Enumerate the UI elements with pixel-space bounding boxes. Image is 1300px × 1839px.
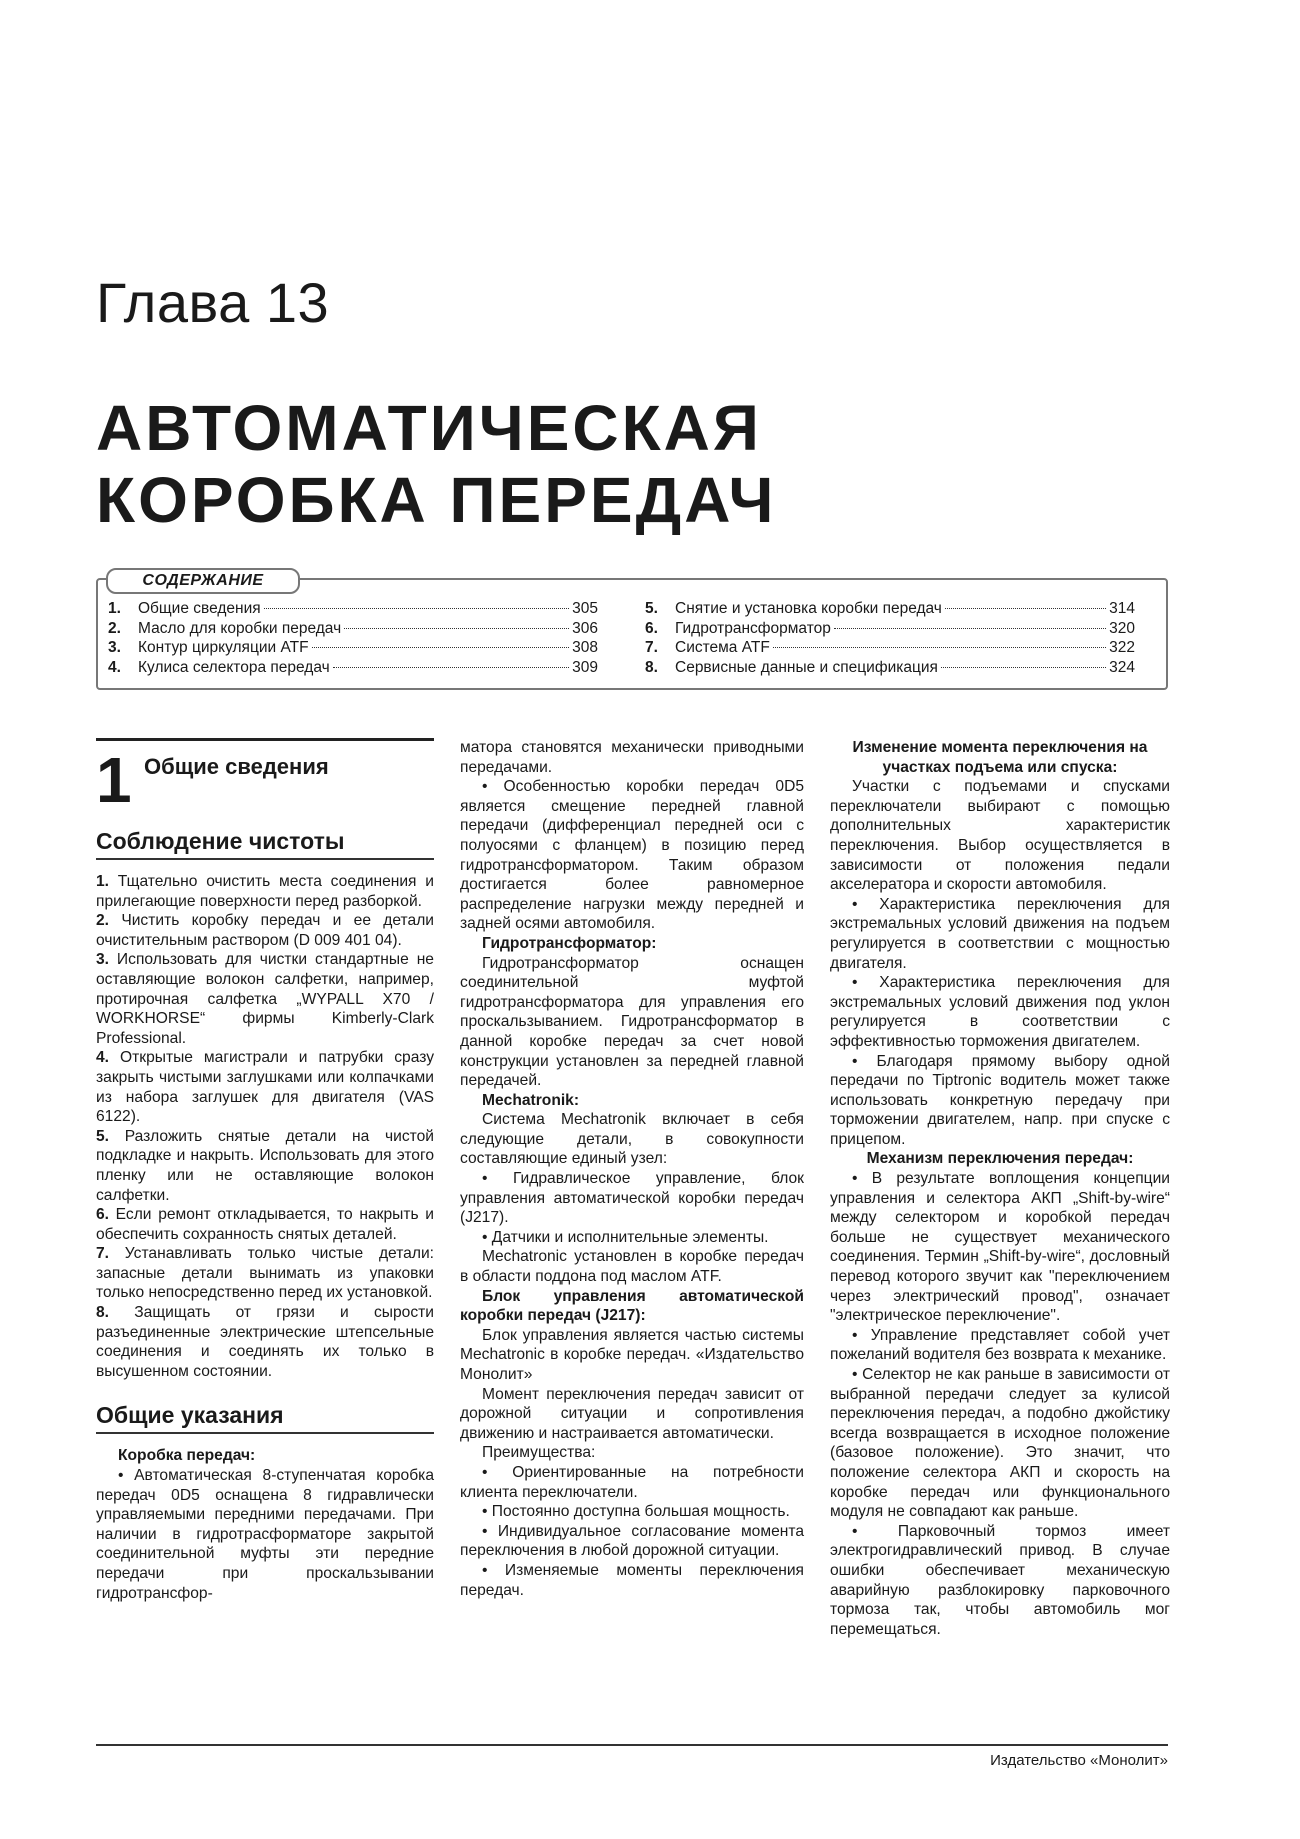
- toc-item-text: Гидротрансформатор: [675, 619, 831, 637]
- paragraph-heading: Коробка передач:: [118, 1447, 256, 1465]
- toc-leader: [773, 647, 1106, 648]
- toc-item[interactable]: [108, 600, 598, 620]
- footer-rule: [96, 1744, 1168, 1746]
- paragraph: матора становятся механически приводными передачами.: [460, 739, 804, 776]
- column-2: [460, 738, 804, 1600]
- list-item: 1. Тщательно очистить места соединения и прилегающие поверхности перед разборкой.: [96, 873, 434, 910]
- toc-item-page: 309: [572, 658, 598, 676]
- column-3: [830, 738, 1170, 1639]
- toc-item-number: 8.: [645, 658, 658, 676]
- toc-item-number: 1.: [108, 600, 121, 617]
- toc-item[interactable]: [108, 659, 598, 679]
- paragraph: • Характеристика переключения для экстремальных условий движения на подъем регулируется в соответствии с мощностью двигателя.: [830, 895, 1170, 972]
- toc-item-text: Контур циркуляции ATF: [138, 639, 309, 656]
- paragraph: • Датчики и исполнительные элементы.: [482, 1228, 769, 1246]
- list-item: 4. Открытые магистрали и патрубки сразу закрыть чистыми заглушками или колпачками из набора заглушек для двигателя (VAS 6122).: [96, 1049, 434, 1126]
- toc-item[interactable]: [108, 639, 598, 659]
- section-number: 1: [96, 744, 132, 816]
- paragraph: • Ориентированные на потребности клиента переключатели.: [460, 1463, 804, 1501]
- toc-item-page: 314: [1109, 600, 1135, 617]
- list-item: 8. Защищать от грязи и сырости разъединенные электрические штепсельные соединения и соединять их только в высушенном состоянии.: [96, 1304, 434, 1380]
- toc-leader: [945, 608, 1106, 609]
- paragraph: • Постоянно доступна большая мощность.: [482, 1503, 790, 1521]
- toc-item-text: Сервисные данные и спецификация: [675, 658, 938, 676]
- list-item: 3. Использовать для чистки стандартные не оставляющие волокон салфетки, например, протирочная салфетка „WYPALL X70 / WORKHORSE“ фирмы Kimberly-Clark Professional.: [96, 951, 434, 1047]
- toc-item-page: 308: [572, 639, 598, 656]
- paragraph: Участки с подъемами и спусками переключатели выбирают с помощью дополнительных характеристик переключения. Выбор осуществляется в зависимости от положения педали акселератора и скорости автомобиля.: [830, 778, 1170, 894]
- chapter-label: Глава 13: [96, 271, 330, 334]
- toc-item[interactable]: [645, 659, 1135, 679]
- paragraph-heading: Механизм переключения передач:: [866, 1150, 1134, 1168]
- toc-leader: [834, 628, 1106, 629]
- paragraph: • Характеристика переключения для экстремальных условий движения под уклон регулируется в соответствии с эффективностью торможения двигателем.: [830, 974, 1170, 1050]
- subheading-general: Общие указания: [96, 1403, 434, 1434]
- paragraph-heading: Гидротрансформатор:: [482, 934, 657, 952]
- toc-item-text: Кулиса селектора передач: [138, 658, 330, 676]
- section-title: Общие сведения: [144, 754, 329, 779]
- paragraph: Преимущества:: [482, 1444, 596, 1462]
- paragraph: • Изменяемые моменты переключения передач.: [460, 1561, 804, 1599]
- toc-leader: [941, 667, 1106, 668]
- toc-leader: [333, 667, 569, 668]
- paragraph: • Управление представляет собой учет пожеланий водителя без возврата к механике.: [830, 1326, 1170, 1364]
- toc-item-page: 320: [1109, 619, 1135, 637]
- paragraph: • Селектор не как раньше в зависимости от выбранной передачи следует за кулисой переключения передач, а подобно джойстику всегда возвращается в исходное положение (базовое положение). Это значит, что положение селектора АКП и скорость на коробке передач или функционального модуля не совпадают как раньше.: [830, 1366, 1170, 1521]
- title-line-1: АВТОМАТИЧЕСКАЯ: [96, 392, 762, 464]
- list-item: 6. Если ремонт откладывается, то накрыть и обеспечить сохранность снятых деталей.: [96, 1206, 434, 1243]
- page-title: [96, 392, 1196, 536]
- paragraph: Блок управления является частью системы Mechatronic в коробке передач. «Издательство Монолит»: [460, 1326, 804, 1383]
- toc-item-page: 324: [1109, 658, 1135, 676]
- toc-item-page: 305: [572, 600, 598, 617]
- paragraph: Система Mechatronik включает в себя следующие детали, в совокупности составляющие единый узел:: [460, 1111, 804, 1168]
- toc-item-number: 2.: [108, 619, 121, 637]
- toc-item-number: 4.: [108, 658, 121, 676]
- toc-item-number: 3.: [108, 639, 121, 656]
- paragraph: • Парковочный тормоз имеет электрогидравлический привод. В случае ошибки обеспечивает механическую аварийную разблокировку парковочного тормоза так, чтобы автомобиль мог перемещаться.: [830, 1522, 1170, 1638]
- toc-item-text: Система ATF: [675, 639, 770, 656]
- footer-publisher: Издательство «Монолит»: [990, 1752, 1168, 1769]
- paragraph-heading: Блок управления автоматической коробки передач (J217):: [460, 1287, 804, 1325]
- list-item: 2. Чистить коробку передач и ее детали очистительным раствором (D 009 401 04).: [96, 912, 434, 949]
- toc-item-page: 322: [1109, 639, 1135, 656]
- toc-item-text: Снятие и установка коробки передач: [675, 600, 942, 617]
- toc-leader: [264, 608, 569, 609]
- toc-label: СОДЕРЖАНИЕ: [106, 568, 300, 594]
- paragraph: • Особенностью коробки передач 0D5 является смещение передней главной передачи (дифференциал передней оси с полуосями с фланцем) в позицию перед гидротрансформатором. Таким образом достигается более равномерное распределение нагрузки между передней и задней осями автомобиля.: [460, 778, 804, 933]
- toc-item-number: 6.: [645, 619, 658, 637]
- toc-column-left: [108, 600, 598, 678]
- toc-item-number: 5.: [645, 600, 658, 617]
- paragraph: Гидротрансформатор оснащен соединительной муфтой гидротрансформатора для управления его проскальзыванием. Гидротрансформатор в данной коробке передач за счет новой конструкции установлен за передней главной передачей.: [460, 954, 804, 1090]
- toc-item[interactable]: [645, 620, 1135, 640]
- toc-item-text: Общие сведения: [138, 600, 261, 617]
- paragraph: • Гидравлическое управление, блок управления автоматической коробки передач (J217).: [460, 1170, 804, 1227]
- title-line-2: КОРОБКА ПЕРЕДАЧ: [96, 464, 777, 536]
- paragraph-heading: Mechatronik:: [482, 1091, 580, 1109]
- toc-leader: [344, 628, 569, 629]
- paragraph: Момент переключения передач зависит от дорожной ситуации и сопротивления движению и настраивается автоматически.: [460, 1385, 804, 1442]
- toc-column-right: [645, 600, 1135, 678]
- toc-leader: [312, 647, 570, 648]
- toc-item[interactable]: [108, 620, 598, 640]
- toc-item[interactable]: [645, 600, 1135, 620]
- subheading-cleanliness: Соблюдение чистоты: [96, 829, 434, 860]
- paragraph-heading: Изменение момента переключения на участках подъема или спуска:: [852, 739, 1148, 776]
- paragraph: Mechatronic установлен в коробке передач в области поддона под маслом ATF.: [460, 1248, 804, 1286]
- list-item: 5. Разложить снятые детали на чистой подкладке и накрыть. Использовать для этого пленку или не оставляющие волокон салфетки.: [96, 1127, 434, 1204]
- section-header: [96, 738, 434, 815]
- column-1: [96, 738, 434, 1603]
- toc-item-text: Масло для коробки передач: [138, 619, 342, 637]
- paragraph: • Индивидуальное согласование момента переключения в любой дорожной ситуации.: [460, 1522, 804, 1560]
- paragraph: • Автоматическая 8-ступенчатая коробка передач 0D5 оснащена 8 гидравлически управляемыми передними передачами. При наличии в гидротрасформаторе закрытой соединительной муфты эти передние передачи при проскальзывании гидротрансфор-: [96, 1467, 434, 1602]
- toc-item-page: 306: [572, 619, 598, 637]
- toc-item-number: 7.: [645, 639, 658, 656]
- list-item: 7. Устанавливать только чистые детали: запасные детали вынимать из упаковки только непосредственно перед их установкой.: [96, 1245, 434, 1302]
- toc-item[interactable]: [645, 639, 1135, 659]
- paragraph: • В результате воплощения концепции управления и селектора АКП „Shift-by-wire“ между селектором и коробкой передач больше не существует механического соединения. Термин „Shift-by-wire“, дословный перевод которого звучит как "переключением через электрический провод", означает "электрическое переключение".: [830, 1170, 1170, 1325]
- paragraph: • Благодаря прямому выбору одной передачи по Tiptronic водитель может также использовать конкретную передачу при торможении двигателем, напр. при спуске с прицепом.: [830, 1052, 1170, 1148]
